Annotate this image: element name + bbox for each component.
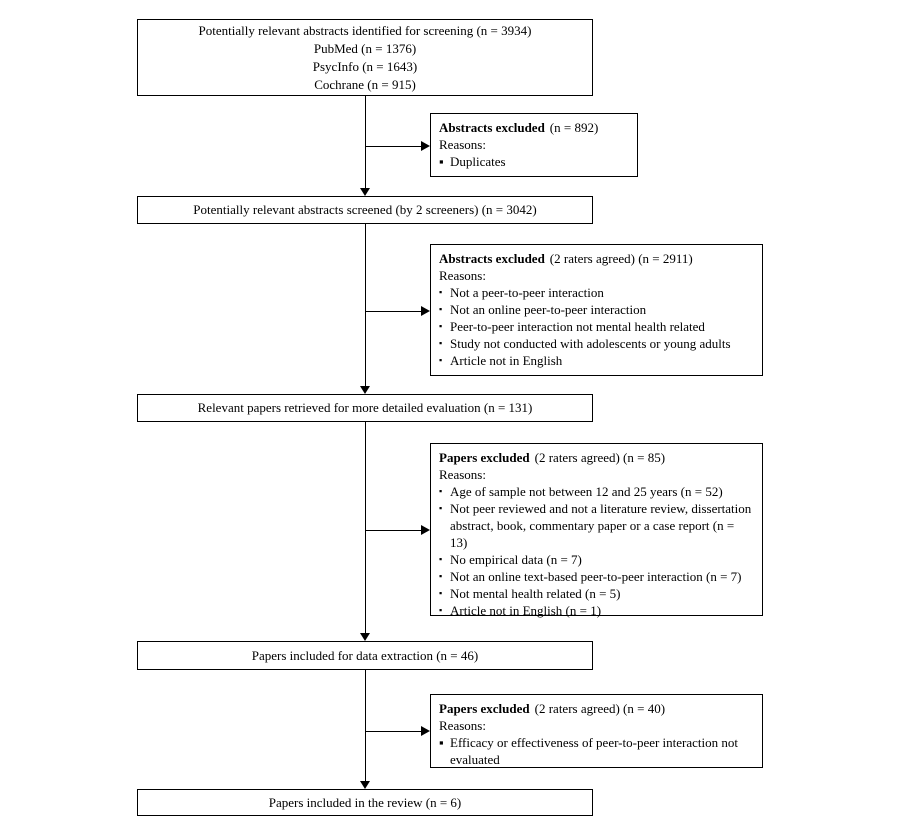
flow-box-line: PsycInfo (n = 1643) [312,58,418,74]
flow-box-abstracts-identified [137,19,593,96]
reason-text: Age of sample not between 12 and 25 years (n = 52) [450,484,723,499]
reason-item [439,602,754,619]
exclusion-box-papers-85 [430,443,763,616]
reasons-label: Reasons: [439,268,486,283]
reason-text: Peer-to-peer interaction not mental health related [450,319,705,334]
reason-text: Not peer reviewed and not a literature review, dissertation abstract, book, commentary paper or a case report (n = 13) [450,501,752,550]
arrow-down-icon [360,188,370,196]
flow-box-included-review [137,789,593,816]
bullet-icon: ▪ [439,338,443,348]
reason-text: Study not conducted with adolescents or young adults [450,336,731,351]
reason-text: Article not in English [450,353,563,368]
flow-box-line: Relevant papers retrieved for more detailed evaluation (n = 131) [197,400,533,415]
bullet-icon: ▪ [439,304,443,314]
exclusion-detail: (n = 892) [549,120,599,135]
reason-item [439,153,629,170]
flow-line-horizontal [365,530,421,531]
flow-box-line: Papers included for data extraction (n = 46) [251,647,479,663]
exclusion-box-abstracts-2911 [430,244,763,376]
reason-item [439,318,754,335]
exclusion-title: Papers excluded [439,701,530,716]
flow-line-vertical [365,422,366,633]
exclusion-header [439,250,754,267]
exclusion-detail: (2 raters agreed) (n = 2911) [549,251,693,266]
bullet-icon: ▪ [439,503,443,513]
bullet-icon: ▪ [439,554,443,564]
reason-text: Efficacy or effectiveness of peer-to-peer interaction not evaluated [450,735,739,767]
exclusion-title: Abstracts excluded [439,120,545,135]
arrow-right-icon [421,306,430,316]
flow-box-line: Papers included in the review (n = 6) [268,794,462,810]
exclusion-header [439,119,629,136]
reason-text: Article not in English (n = 1) [450,603,602,618]
reason-text: Duplicates [450,154,506,169]
flow-line-vertical [365,224,366,386]
reasons-label: Reasons: [439,137,486,152]
reason-text: Not mental health related (n = 5) [450,586,621,601]
exclusion-detail: (2 raters agreed) (n = 40) [534,701,666,716]
arrow-right-icon [421,525,430,535]
reason-text: Not an online peer-to-peer interaction [450,302,647,317]
flow-line-vertical [365,670,366,781]
reason-item [439,284,754,301]
bullet-icon: ▪ [439,605,443,615]
bullet-icon: ▪ [439,571,443,581]
flow-box-line: Cochrane (n = 915) [314,76,416,92]
reasons-label: Reasons: [439,467,486,482]
flow-box-line: Potentially relevant abstracts screened (by 2 screeners) (n = 3042) [193,202,537,217]
reason-item [439,734,754,768]
exclusion-box-duplicates [430,113,638,177]
flow-line-horizontal [365,311,421,312]
exclusion-detail: (2 raters agreed) (n = 85) [534,450,666,465]
exclusion-title: Papers excluded [439,450,530,465]
flow-box-line: PubMed (n = 1376) [313,40,417,56]
flow-line-horizontal [365,731,421,732]
exclusion-box-papers-40 [430,694,763,768]
reason-text: Not an online text-based peer-to-peer interaction (n = 7) [450,569,742,584]
flow-line-horizontal [365,146,421,147]
reason-item [439,551,754,568]
flow-box-data-extraction [137,641,593,670]
reason-item [439,500,754,551]
bullet-icon: ▪ [439,154,444,169]
bullet-icon: ▪ [439,287,443,297]
arrow-right-icon [421,726,430,736]
exclusion-title: Abstracts excluded [439,251,545,266]
flow-line-vertical [365,96,366,189]
reason-item [439,301,754,318]
arrow-right-icon [421,141,430,151]
arrow-down-icon [360,781,370,789]
bullet-icon: ▪ [439,486,443,496]
reason-item [439,335,754,352]
flow-box-abstracts-screened [137,196,593,224]
bullet-icon: ▪ [439,588,443,598]
reason-text: No empirical data (n = 7) [450,552,582,567]
exclusion-header [439,449,754,466]
reason-text: Not a peer-to-peer interaction [450,285,604,300]
exclusion-header [439,700,754,717]
arrow-down-icon [360,386,370,394]
arrow-down-icon [360,633,370,641]
reasons-label: Reasons: [439,718,486,733]
reason-item [439,352,754,369]
bullet-icon: ▪ [439,735,444,750]
reason-item [439,585,754,602]
flow-box-papers-retrieved [137,394,593,422]
bullet-icon: ▪ [439,355,443,365]
reason-item [439,568,754,585]
reason-item [439,483,754,500]
flow-box-line: Potentially relevant abstracts identified for screening (n = 3934) [198,22,532,38]
bullet-icon: ▪ [439,321,443,331]
